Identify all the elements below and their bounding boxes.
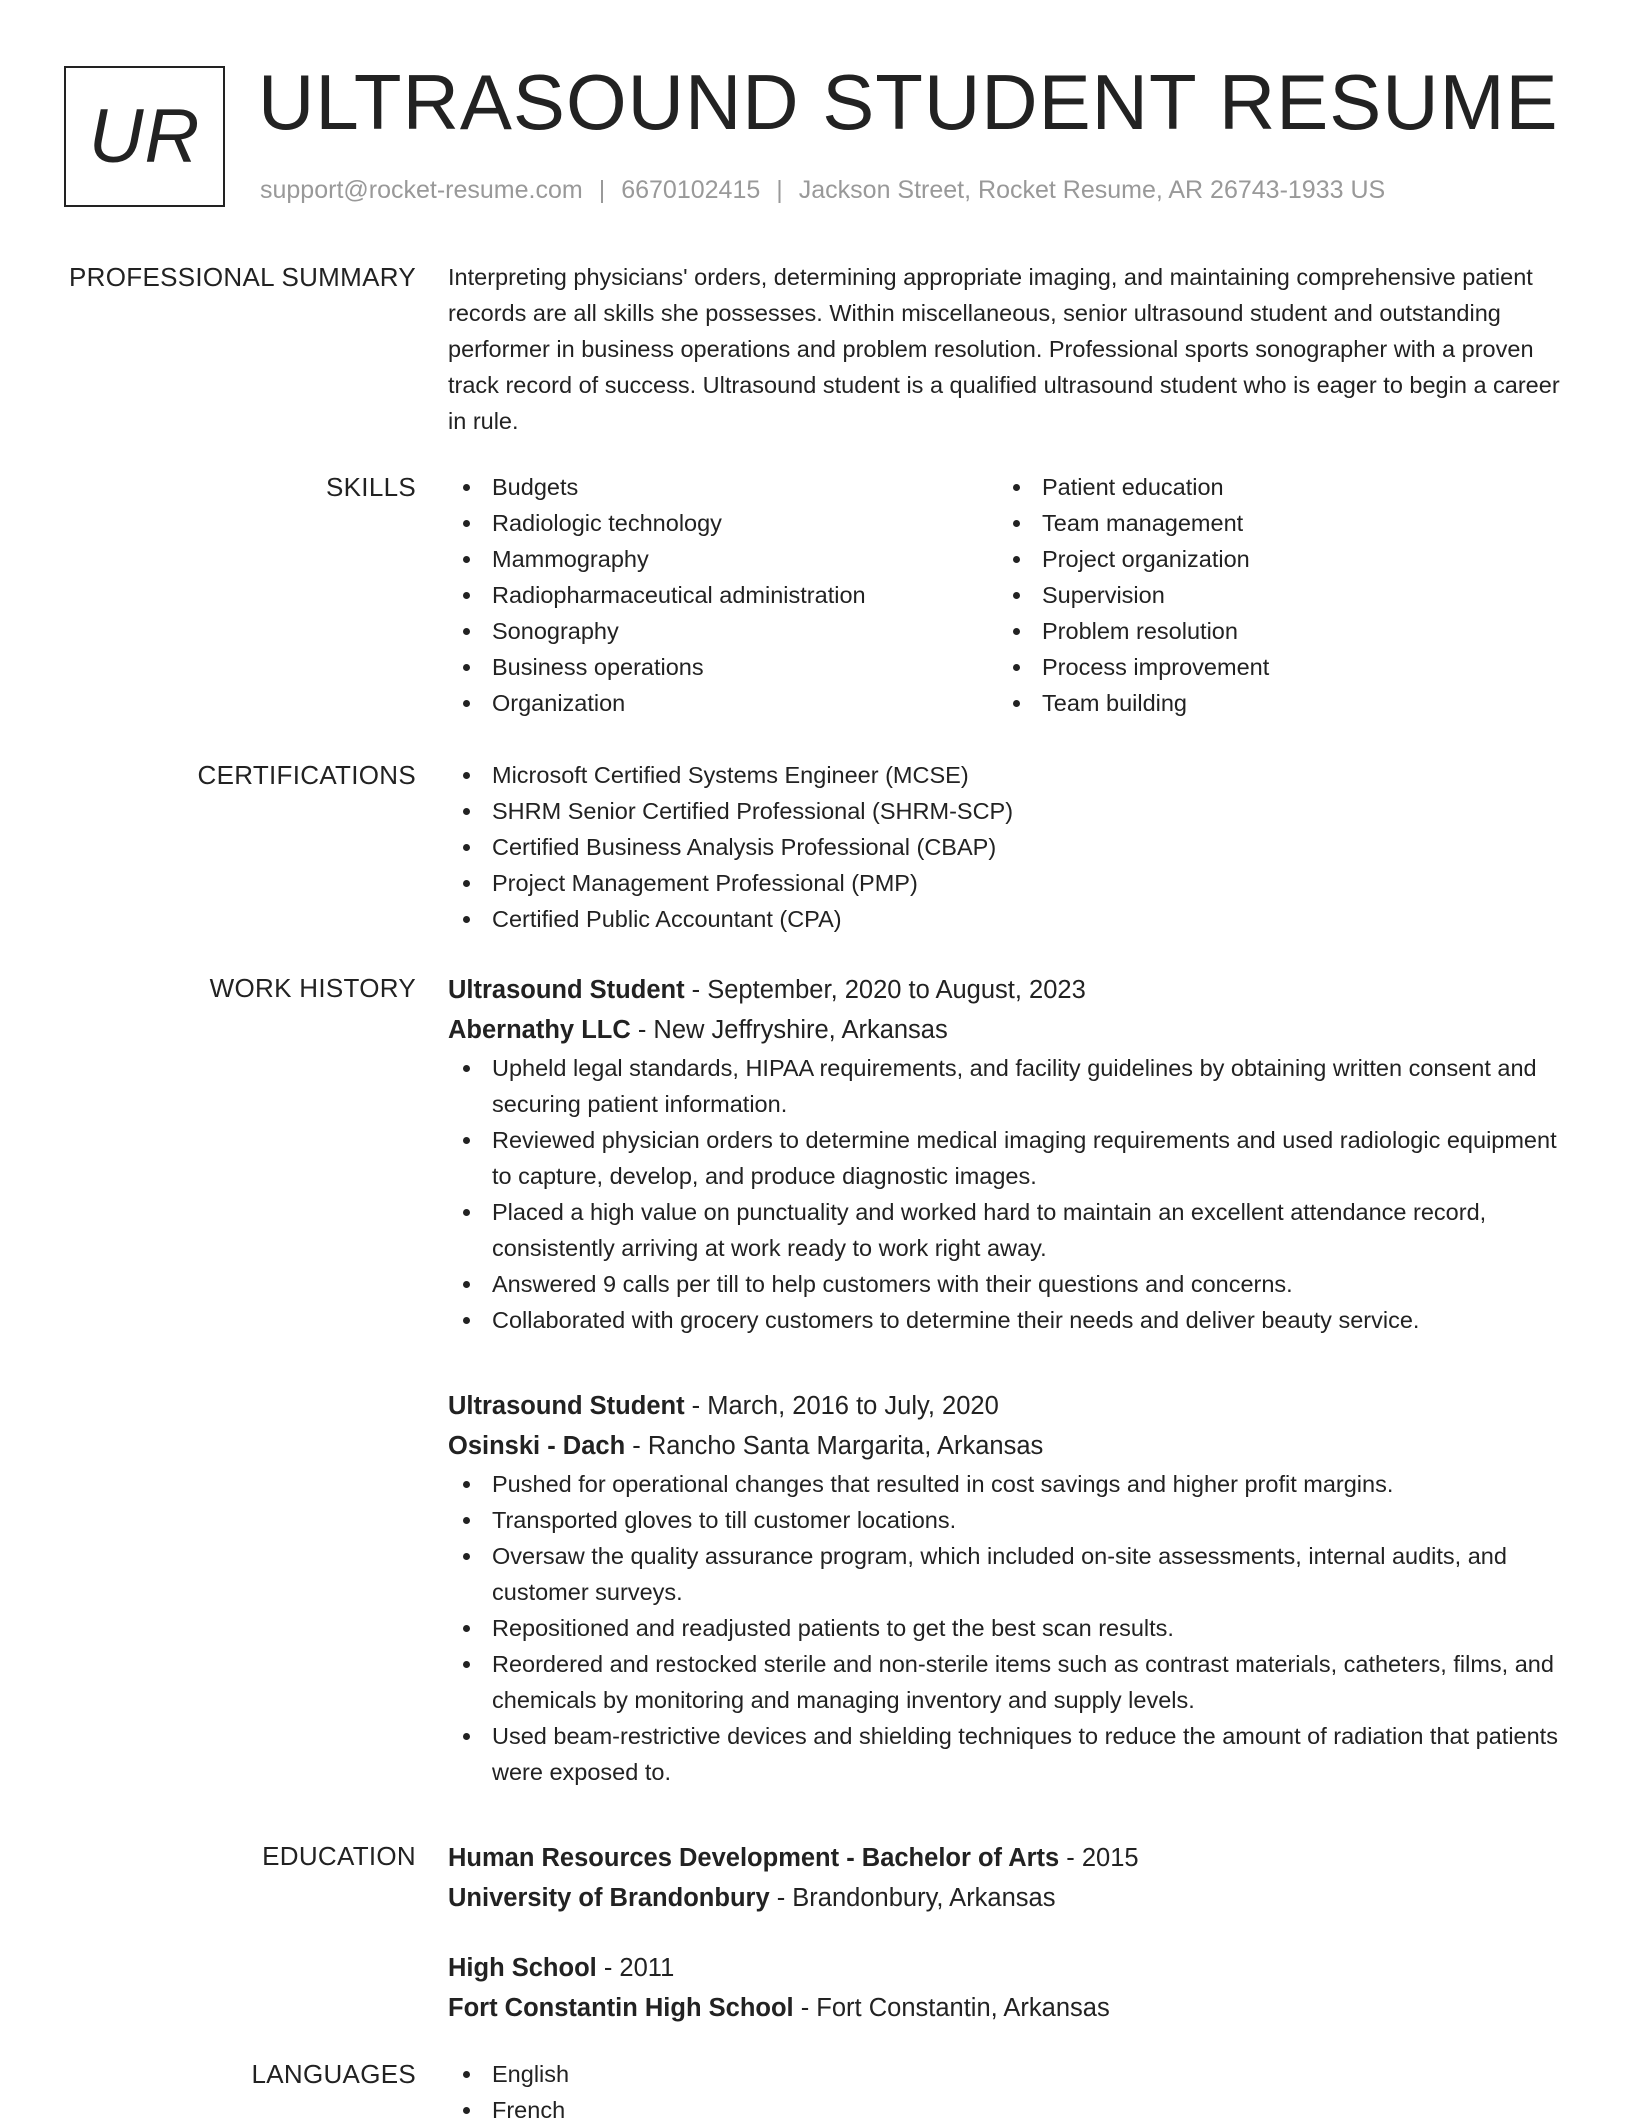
- skill-item: Budgets: [448, 469, 998, 505]
- work-body-2: [448, 1386, 1576, 1790]
- languages-list: [448, 2056, 1576, 2128]
- certifications-body: [448, 757, 1576, 937]
- job-title: Ultrasound Student: [448, 1392, 685, 1420]
- job-bullet: Reviewed physician orders to determine medical imaging requirements and used radiologic equipment to capture, develop, and produce diagnostic images.: [448, 1122, 1576, 1194]
- skill-item: Problem resolution: [998, 613, 1548, 649]
- education-degree: Human Resources Development - Bachelor of Arts: [448, 1844, 1060, 1872]
- section-label-skills: SKILLS: [326, 472, 416, 502]
- skills-list-right: [998, 469, 1548, 721]
- section-label-summary: PROFESSIONAL SUMMARY: [69, 262, 416, 292]
- contact-phone[interactable]: 6670102415: [621, 176, 761, 204]
- education-entry: [448, 1838, 1576, 1918]
- job-title-line: [448, 1386, 1576, 1426]
- education-year: - 2015: [1059, 1844, 1139, 1872]
- job-bullet: Reordered and restocked sterile and non-sterile items such as contrast materials, catheters, films, and chemicals by monitoring and managing inventory and supply levels.: [448, 1646, 1576, 1718]
- section-label-languages: LANGUAGES: [251, 2059, 416, 2089]
- job-dates: - March, 2016 to July, 2020: [684, 1392, 999, 1420]
- education-school: University of Brandonbury: [448, 1884, 770, 1912]
- section-label-work: WORK HISTORY: [209, 973, 416, 1003]
- job-title: Ultrasound Student: [448, 976, 685, 1004]
- summary-text: Interpreting physicians' orders, determining appropriate imaging, and maintaining comprehensive patient records are all skills she possesses. Within miscellaneous, senior ultrasound student and outstanding performer in business operations and problem resolution. Professional sports sonographer with a proven track record of success. Ultrasound student is a qualified ultrasound student who is eager to begin a career in rule.: [448, 264, 1560, 434]
- contact-separator: |: [598, 176, 606, 204]
- job-location: - New Jeffryshire, Arkansas: [630, 1016, 948, 1044]
- job-bullet: Repositioned and readjusted patients to get the best scan results.: [448, 1610, 1576, 1646]
- job-company: Osinski - Dach: [448, 1432, 626, 1460]
- job-company-line: [448, 1426, 1576, 1466]
- skill-item: Mammography: [448, 541, 998, 577]
- job-location: - Rancho Santa Margarita, Arkansas: [625, 1432, 1044, 1460]
- skill-item: Patient education: [998, 469, 1548, 505]
- language-item: French: [448, 2092, 1576, 2128]
- skills-list-left: [448, 469, 998, 721]
- work-body: [448, 970, 1576, 1338]
- skill-item: Process improvement: [998, 649, 1548, 685]
- job-entry: [448, 1386, 1576, 1790]
- section-label-education: EDUCATION: [262, 1841, 416, 1871]
- certification-item: Project Management Professional (PMP): [448, 865, 1576, 901]
- certification-item: Microsoft Certified Systems Engineer (MCSE): [448, 757, 1576, 793]
- monogram-logo: UR: [64, 66, 225, 207]
- job-bullet: Placed a high value on punctuality and worked hard to maintain an excellent attendance record, consistently arriving at work ready to work right away.: [448, 1194, 1576, 1266]
- job-company-line: [448, 1010, 1576, 1050]
- certification-item: Certified Business Analysis Professional (CBAP): [448, 829, 1576, 865]
- education-degree-line: [448, 1838, 1576, 1878]
- education-body-2: [448, 1948, 1576, 2028]
- contact-address: Jackson Street, Rocket Resume, AR 26743-1933 US: [798, 176, 1386, 204]
- job-bullets: [448, 1050, 1576, 1338]
- education-entry: [448, 1948, 1576, 2028]
- education-location: - Fort Constantin, Arkansas: [793, 1994, 1110, 2022]
- skills-body: [448, 469, 1576, 721]
- education-school: Fort Constantin High School: [448, 1994, 794, 2022]
- skill-item: Team management: [998, 505, 1548, 541]
- education-body: [448, 1838, 1576, 1918]
- job-bullet: Answered 9 calls per till to help customers with their questions and concerns.: [448, 1266, 1576, 1302]
- job-bullet: Oversaw the quality assurance program, which included on-site assessments, internal audits, and customer surveys.: [448, 1538, 1576, 1610]
- skill-item: Radiopharmaceutical administration: [448, 577, 998, 613]
- job-company: Abernathy LLC: [448, 1016, 631, 1044]
- certifications-list: [448, 757, 1576, 937]
- job-bullet: Pushed for operational changes that resulted in cost savings and higher profit margins.: [448, 1466, 1576, 1502]
- job-title-line: [448, 970, 1576, 1010]
- job-entry: [448, 970, 1576, 1338]
- skill-item: Organization: [448, 685, 998, 721]
- skill-item: Radiologic technology: [448, 505, 998, 541]
- education-degree-line: [448, 1948, 1576, 1988]
- certification-item: Certified Public Accountant (CPA): [448, 901, 1576, 937]
- contact-line: [260, 172, 1385, 208]
- education-school-line: [448, 1878, 1576, 1918]
- summary-body: [448, 259, 1576, 439]
- skill-item: Team building: [998, 685, 1548, 721]
- resume-title: ULTRASOUND STUDENT RESUME: [258, 58, 1559, 146]
- contact-separator: |: [776, 176, 783, 204]
- job-bullet: Collaborated with grocery customers to determine their needs and deliver beauty service.: [448, 1302, 1576, 1338]
- skill-item: Supervision: [998, 577, 1548, 613]
- education-degree: High School: [448, 1954, 597, 1982]
- skill-item: Business operations: [448, 649, 998, 685]
- job-bullet: Transported gloves to till customer locations.: [448, 1502, 1576, 1538]
- education-location: - Brandonbury, Arkansas: [769, 1884, 1056, 1912]
- education-year: - 2011: [596, 1954, 675, 1982]
- education-school-line: [448, 1988, 1576, 2028]
- skill-item: Sonography: [448, 613, 998, 649]
- language-item: English: [448, 2056, 1576, 2092]
- job-bullet: Used beam-restrictive devices and shielding techniques to reduce the amount of radiation that patients were exposed to.: [448, 1718, 1576, 1790]
- skill-item: Project organization: [998, 541, 1548, 577]
- certification-item: SHRM Senior Certified Professional (SHRM-SCP): [448, 793, 1576, 829]
- contact-email[interactable]: support@rocket-resume.com: [260, 176, 583, 204]
- section-label-certifications: CERTIFICATIONS: [197, 760, 416, 790]
- languages-body: [448, 2056, 1576, 2128]
- job-bullets: [448, 1466, 1576, 1790]
- job-bullet: Upheld legal standards, HIPAA requirements, and facility guidelines by obtaining written consent and securing patient information.: [448, 1050, 1576, 1122]
- job-dates: - September, 2020 to August, 2023: [684, 976, 1086, 1004]
